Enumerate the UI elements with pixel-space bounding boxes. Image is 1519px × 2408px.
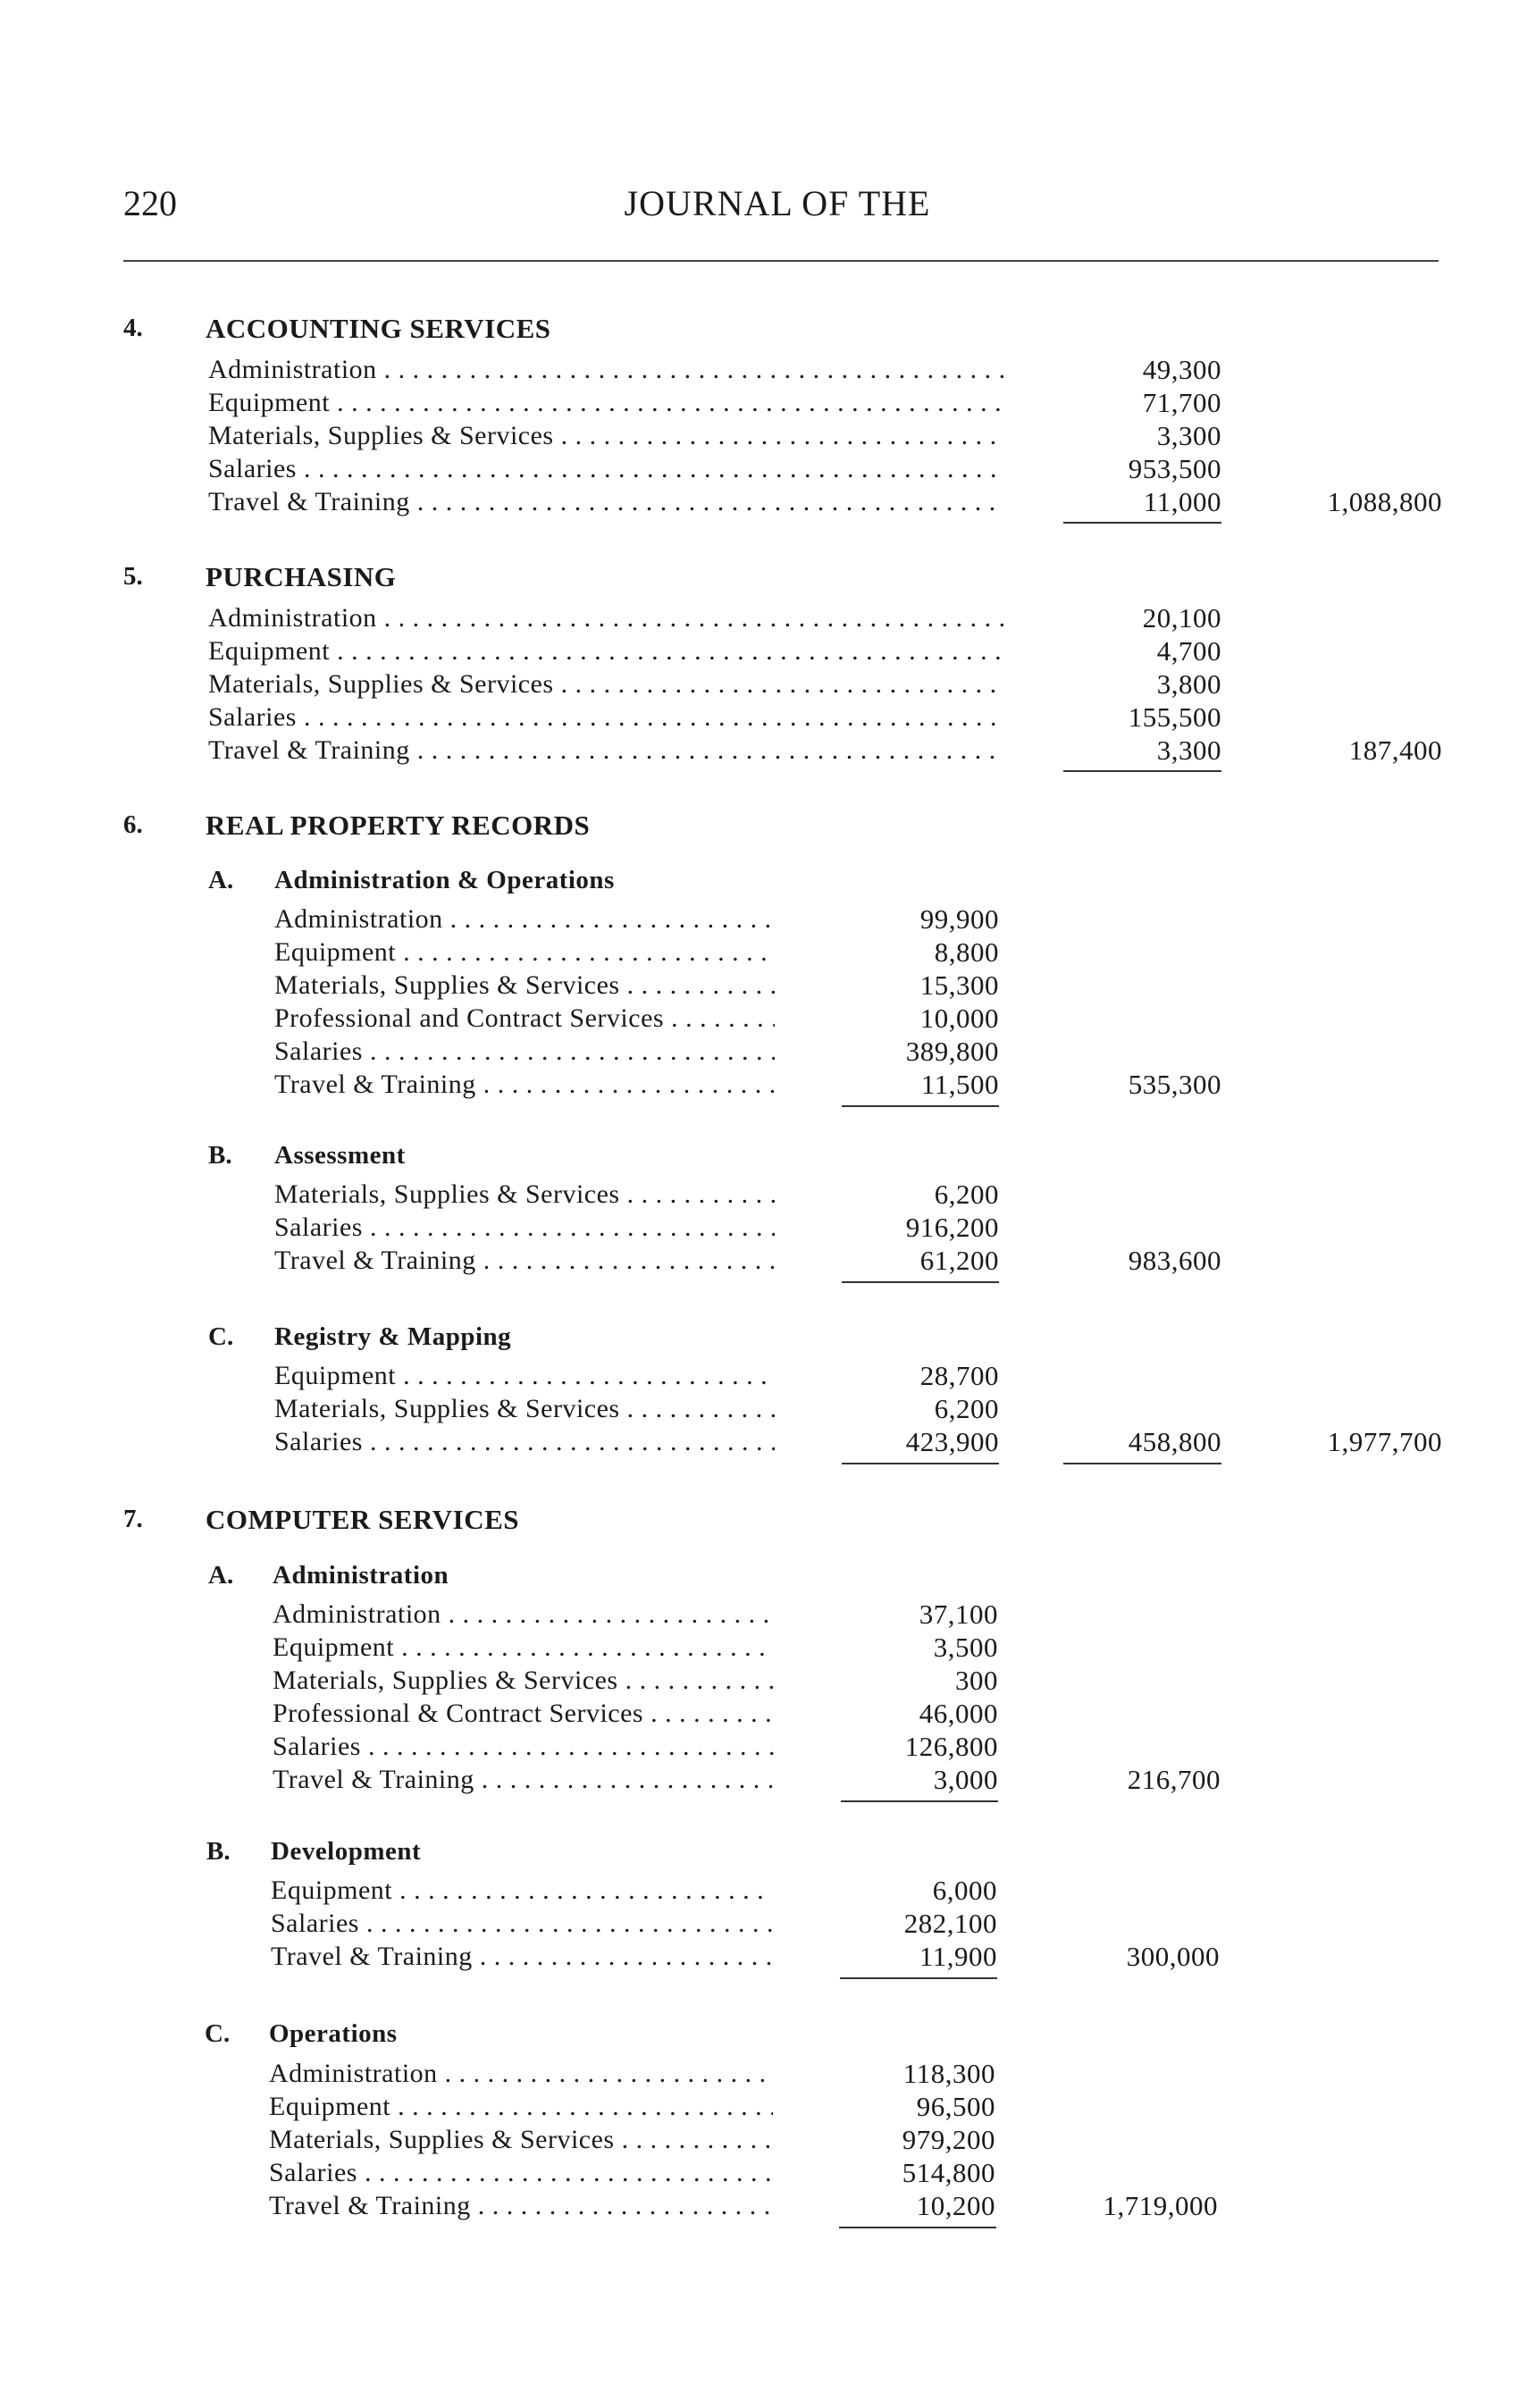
line-item: Administration . . . [273, 1598, 775, 1631]
section-title: COMPUTER SERVICES [206, 1504, 520, 1535]
line-item: Travel & Training . . . [208, 734, 1003, 767]
line-item: Equipment . . . [208, 634, 1003, 667]
line-item: Materials, Supplies & Services . . . [274, 969, 775, 1002]
section-number: 4. [123, 314, 143, 342]
running-title: JOURNAL OF THE [624, 183, 931, 223]
line-item: Materials, Supplies & Services . . . [269, 2123, 773, 2156]
line-item: Travel & Training . . . [273, 1763, 775, 1796]
line-item: Salaries . . . [274, 1425, 775, 1458]
section-number: 7. [123, 1505, 143, 1533]
line-amount: 300 [955, 1665, 998, 1696]
subtotal-rule [841, 1800, 998, 1802]
line-item: Salaries . . . [273, 1730, 775, 1763]
line-amount: 4,700 [1156, 635, 1221, 667]
line-item: Materials, Supplies & Services . . . [273, 1664, 775, 1697]
subsection-letter: C. [208, 1322, 234, 1351]
line-amount: 3,300 [1156, 420, 1221, 451]
line-amount: 3,500 [933, 1632, 998, 1663]
subsection-title: Registry & Mapping [274, 1322, 512, 1351]
subsection-letter: A. [208, 1561, 234, 1590]
section-total: 1,088,800 [1327, 486, 1442, 517]
line-item: Travel & Training . . . [208, 485, 1003, 518]
line-item: Administration . . . [208, 353, 1003, 386]
line-item: Salaries . . . [269, 2156, 773, 2189]
line-item: Equipment . . . [274, 936, 775, 969]
line-amount: 10,200 [916, 2190, 995, 2221]
line-item: Salaries . . . [271, 1907, 773, 1940]
line-item: Travel & Training . . . [274, 1244, 775, 1277]
subtotal-rule [839, 2227, 996, 2228]
line-item: Salaries . . . [208, 701, 1003, 734]
line-amount: 37,100 [919, 1598, 998, 1630]
line-amount: 61,200 [919, 1245, 999, 1276]
line-amount: 6,000 [932, 1875, 997, 1906]
subtotal-rule [842, 1281, 999, 1283]
subsection-subtotal: 983,600 [1128, 1245, 1221, 1276]
line-amount: 8,800 [934, 936, 999, 968]
section-number: 5. [123, 562, 143, 591]
line-amount: 15,300 [919, 969, 999, 1001]
line-item: Equipment . . . [273, 1631, 775, 1664]
line-item: Salaries . . . [274, 1035, 775, 1068]
subsection-subtotal: 1,719,000 [1103, 2190, 1218, 2221]
line-item: Equipment . . . [271, 1874, 773, 1907]
line-item: Administration . . . [208, 601, 1003, 634]
line-amount: 49,300 [1142, 354, 1221, 385]
line-item: Equipment . . . [208, 386, 1003, 419]
line-amount: 96,500 [916, 2091, 995, 2122]
line-item: Equipment . . . [274, 1359, 775, 1392]
line-amount: 10,000 [919, 1003, 999, 1034]
line-amount: 3,000 [933, 1764, 998, 1795]
section-title: ACCOUNTING SERVICES [206, 313, 551, 344]
subsection-title: Operations [269, 2019, 398, 2048]
subtotal-rule [842, 1105, 999, 1107]
subtotal-rule [1063, 770, 1221, 772]
line-item: Travel & Training . . . [269, 2189, 773, 2222]
line-amount: 6,200 [934, 1179, 999, 1210]
section-total: 187,400 [1348, 734, 1442, 766]
header-rule [123, 260, 1439, 262]
line-item: Professional & Contract Services . . . [273, 1697, 775, 1730]
subtotal-rule [1063, 522, 1221, 524]
line-amount: 3,800 [1156, 668, 1221, 700]
line-amount: 20,100 [1142, 602, 1221, 633]
line-amount: 282,100 [903, 1908, 997, 1939]
subsection-title: Administration & Operations [274, 866, 615, 894]
line-item: Administration . . . [274, 902, 775, 936]
subsection-letter: C. [205, 2019, 231, 2048]
line-item: Professional and Contract Services . . . [274, 1002, 775, 1035]
line-amount: 11,500 [920, 1069, 999, 1100]
subsection-title: Administration [273, 1561, 449, 1590]
page-number: 220 [123, 183, 177, 223]
subsection-subtotal: 300,000 [1126, 1941, 1220, 1972]
section-total: 1,977,700 [1327, 1426, 1442, 1457]
line-amount: 99,900 [919, 903, 999, 935]
line-item: Administration . . . [269, 2057, 773, 2090]
subtotal-rule [1063, 1463, 1221, 1464]
line-item: Materials, Supplies & Services . . . [274, 1392, 775, 1425]
line-item: Travel & Training . . . [274, 1068, 775, 1101]
subsection-letter: B. [208, 1141, 232, 1170]
line-amount: 46,000 [919, 1698, 998, 1729]
line-amount: 953,500 [1128, 453, 1221, 484]
subsection-subtotal: 458,800 [1128, 1426, 1221, 1457]
line-item: Materials, Supplies & Services . . . [274, 1178, 775, 1211]
subtotal-rule [842, 1463, 999, 1464]
line-amount: 11,900 [919, 1941, 997, 1972]
line-amount: 28,700 [919, 1360, 999, 1391]
line-item: Salaries . . . [208, 452, 1003, 485]
line-amount: 3,300 [1156, 734, 1221, 766]
line-item: Materials, Supplies & Services . . . [208, 667, 1003, 701]
section-number: 6. [123, 810, 143, 839]
line-amount: 126,800 [904, 1731, 998, 1762]
line-amount: 389,800 [905, 1036, 999, 1067]
line-amount: 71,700 [1142, 387, 1221, 418]
line-item: Travel & Training . . . [271, 1940, 773, 1973]
line-amount: 514,800 [902, 2157, 995, 2188]
section-title: REAL PROPERTY RECORDS [206, 810, 591, 841]
subsection-subtotal: 216,700 [1127, 1764, 1221, 1795]
subsection-subtotal: 535,300 [1128, 1069, 1221, 1100]
subtotal-rule [840, 1977, 997, 1979]
subsection-letter: B. [206, 1837, 231, 1866]
line-amount: 979,200 [902, 2124, 995, 2155]
line-amount: 11,000 [1143, 486, 1221, 517]
line-item: Equipment . . . [269, 2090, 773, 2123]
line-amount: 423,900 [905, 1426, 999, 1457]
line-item: Materials, Supplies & Services . . . [208, 419, 1003, 452]
line-amount: 6,200 [934, 1393, 999, 1424]
subsection-letter: A. [208, 866, 234, 894]
subsection-title: Development [271, 1837, 422, 1866]
line-amount: 155,500 [1128, 701, 1221, 733]
line-amount: 916,200 [905, 1212, 999, 1243]
subsection-title: Assessment [274, 1141, 406, 1170]
section-title: PURCHASING [206, 561, 397, 592]
line-item: Salaries . . . [274, 1211, 775, 1244]
line-amount: 118,300 [902, 2058, 995, 2089]
